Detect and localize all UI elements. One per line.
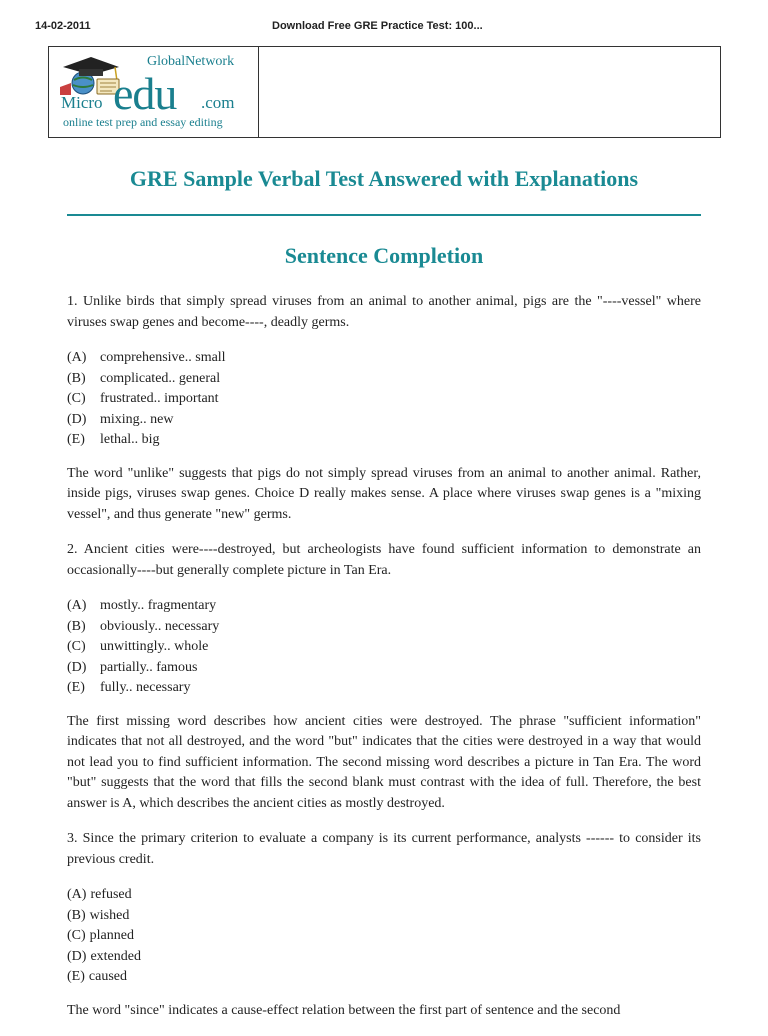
page-header (0, 20, 768, 36)
answer-choice (67, 348, 701, 369)
choice-text: comprehensive.. small (100, 350, 226, 365)
logo-micro-text: Micro (61, 93, 103, 112)
answer-choice (67, 658, 701, 679)
choice-text: partially.. famous (100, 659, 198, 675)
answer-choice (67, 967, 701, 988)
choice-letter: (C) (67, 639, 86, 654)
answer-choice (67, 617, 701, 638)
choice-text: fully.. necessary (100, 680, 191, 695)
answer-choices (67, 348, 701, 451)
question-block (67, 540, 701, 814)
question-explanation: The first missing word describes how ancient cities were destroyed. The phrase "sufficient information" indicates that not all destroyed, and the word "but" indicates that the cities were destroyed in a way that would not lead you to find sufficient information. The second missing word describes a picture in Tan Era. The word "but" suggests that the word that fills the second blank must contrast with the idea of full. Therefore, the best answer is A, which describes the ancient cities as mostly destroyed. (67, 713, 701, 811)
answer-choice (67, 926, 701, 947)
logo-tagline: online test prep and essay editing (63, 115, 223, 129)
answer-choice (67, 678, 701, 699)
logo-edu-text: edu (113, 68, 177, 119)
answer-choice (67, 410, 701, 431)
question-prompt: 1. Unlike birds that simply spread viruses from an animal to another animal, pigs are the "----vessel" where viruses swap genes and become----, deadly germs. (67, 294, 701, 330)
answer-choice (67, 596, 701, 617)
choice-letter: (B) (67, 618, 86, 634)
answer-choice (67, 389, 701, 410)
logo-network-text: GlobalNetwork (147, 54, 235, 69)
choice-letter: (A) (67, 598, 87, 613)
question-prompt: 2. Ancient cities were----destroyed, but archeologists have found sufficient information to demonstrate an occasionally----but generally complete picture in Tan Era. (67, 542, 701, 578)
answer-choice (67, 369, 701, 390)
choice-letter: (B) (67, 907, 86, 923)
choice-text: obviously.. necessary (100, 618, 220, 634)
choice-text: wished (89, 907, 130, 923)
choice-text: lethal.. big (100, 432, 160, 447)
answer-choice (67, 906, 701, 927)
choice-letter: (D) (67, 659, 87, 675)
choice-letter: (B) (67, 370, 86, 386)
choice-text: planned (89, 928, 134, 943)
answer-choices (67, 596, 701, 699)
question-block (67, 829, 701, 1021)
logo-com-text: .com (201, 93, 235, 112)
choice-letter: (A) (67, 350, 87, 365)
choice-text: mixing.. new (100, 411, 174, 427)
print-date: 14-02-2011 (35, 20, 91, 32)
logo[interactable] (49, 47, 259, 137)
choice-text: extended (90, 948, 141, 964)
choice-letter: (D) (67, 411, 87, 427)
choice-letter: (E) (67, 969, 85, 984)
choice-letter: (E) (67, 432, 85, 447)
choice-text: refused (90, 887, 132, 902)
questions-body (67, 292, 701, 1036)
answer-choice (67, 430, 701, 451)
question-explanation: The word "unlike" suggests that pigs do not simply spread viruses from an animal to another animal. Rather, inside pigs, viruses swap genes. Choice D really makes sense. A place where viruses swap genes is a "mixing vessel", and thus generate "new" germs. (67, 465, 701, 522)
question-explanation: The word "since" indicates a cause-effect relation between the first part of sentence and the second (67, 1002, 621, 1018)
logo-header-box (48, 46, 721, 138)
choice-letter: (C) (67, 928, 86, 943)
choice-text: frustrated.. important (100, 391, 219, 406)
choice-letter: (E) (67, 680, 85, 695)
title-divider (67, 214, 701, 216)
choice-text: unwittingly.. whole (100, 639, 209, 654)
document-title: Download Free GRE Practice Test: 100... (272, 20, 483, 32)
answer-choice (67, 947, 701, 968)
choice-letter: (A) (67, 887, 87, 902)
answer-choice (67, 885, 701, 906)
page-title: GRE Sample Verbal Test Answered with Explanations (129, 166, 639, 191)
choice-text: mostly.. fragmentary (100, 598, 217, 613)
question-block (67, 292, 701, 525)
choice-text: complicated.. general (100, 370, 221, 386)
choice-letter: (D) (67, 948, 87, 964)
section-heading: Sentence Completion (284, 243, 484, 268)
answer-choice (67, 637, 701, 658)
question-prompt: 3. Since the primary criterion to evaluate a company is its current performance, analysts ------ to consider its previous credit. (67, 831, 701, 867)
answer-choices (67, 885, 701, 988)
choice-text: caused (88, 969, 127, 984)
choice-letter: (C) (67, 391, 86, 406)
